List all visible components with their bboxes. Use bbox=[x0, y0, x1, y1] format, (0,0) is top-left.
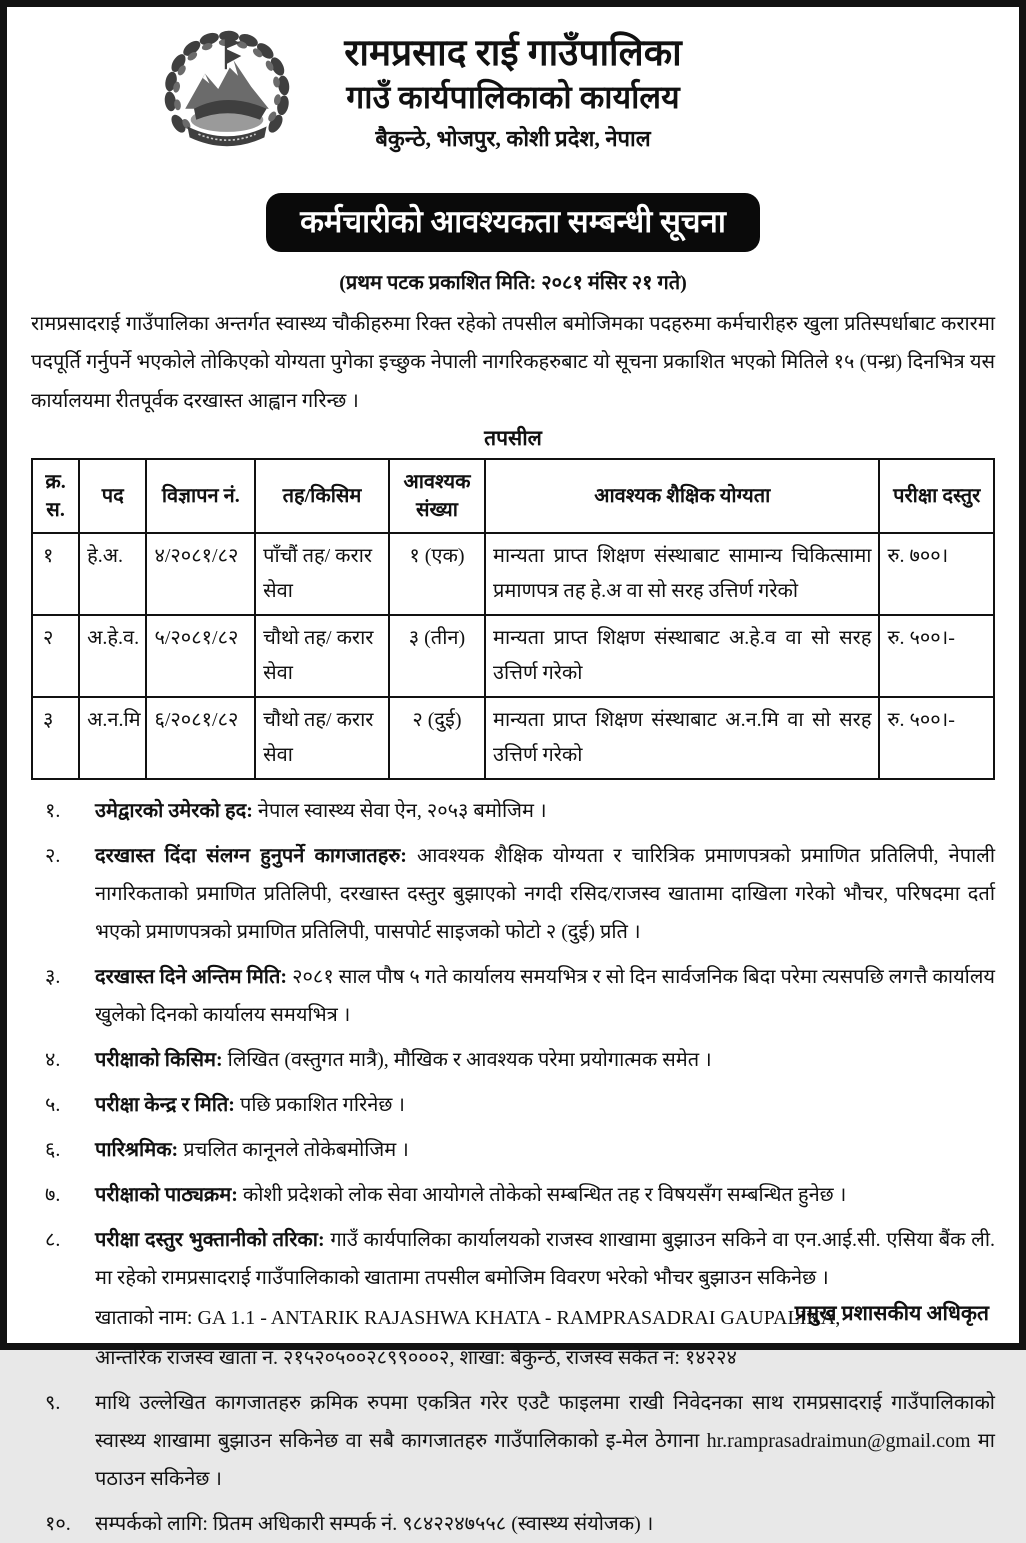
note-extra-line: खाताको नाम: GA 1.1 - ANTARIK RAJASHWA KHATA - RAMPRASADRAI GAUPALIKA, bbox=[95, 1307, 841, 1330]
column-header-0: क्र. स. bbox=[32, 459, 79, 533]
note-text: पारिश्रमिक: प्रचलित कानूनले तोकेबमोजिम । bbox=[95, 1139, 409, 1162]
table-cell: ३ bbox=[32, 697, 79, 779]
municipality-name: रामप्रसाद राई गाउँपालिका bbox=[344, 33, 682, 74]
note-item bbox=[45, 1505, 995, 1543]
table-cell: चौथो तह/ करार सेवा bbox=[255, 697, 389, 779]
note-label: दरखास्त दिने अन्तिम मिति: bbox=[95, 966, 293, 989]
note-label: परीक्षा दस्तुर भुक्तानीको तरिका: bbox=[95, 1229, 331, 1252]
table-cell: चौथो तह/ करार सेवा bbox=[255, 615, 389, 697]
note-text: परीक्षा दस्तुर भुक्तानीको तरिका: गाउँ कार्यपालिका कार्यालयको राजस्व शाखामा बुझाउन सकिने वा एन.आई.सी. एसिया बैंक ली. मा रहेको रामप्रसादराई गाउँपालिकाको खातामा तपसील बमोजिम विवरण भरेको भौचर बुझाउन सकिनेछ । खाताको नाम: GA 1.1 - ANTARIK RAJASHWA KHATA - RAMPRASADRAI GAUPALIKA, आन्तरिक राजस्व खाता नं. २१५२०५००२८९९०००२, शाखा: बैकुन्ठे, राजस्व संकेत नं: १४२२४ bbox=[95, 1221, 995, 1377]
note-number: ९. bbox=[45, 1392, 61, 1415]
publish-date-line: (प्रथम पटक प्रकाशित मिति: २०८१ मंसिर २१ गते) bbox=[339, 272, 687, 294]
table-cell: ६/२०८१/८२ bbox=[146, 697, 255, 779]
note-extra-line: आन्तरिक राजस्व खाता नं. २१५२०५००२८९९०००२, शाखा: बैकुन्ठे, राजस्व संकेत नं: १४२२४ bbox=[95, 1347, 737, 1370]
note-number: ४. bbox=[45, 1049, 61, 1072]
table-cell: २ (दुई) bbox=[389, 697, 485, 779]
table-cell: रु. ५००।- bbox=[879, 697, 994, 779]
note-label: परीक्षा केन्द्र र मिति: bbox=[95, 1094, 240, 1117]
column-header-4: आवश्यक संख्या bbox=[389, 459, 485, 533]
table-cell: मान्यता प्राप्त शिक्षण संस्थाबाट अ.न.मि वा सो सरह उत्तिर्ण गरेको bbox=[485, 697, 879, 779]
note-label: परीक्षाको पाठ्यक्रम: bbox=[95, 1184, 243, 1207]
notes-list bbox=[31, 792, 995, 1543]
office-address: बैकुन्ठे, भोजपुर, कोशी प्रदेश, नेपाल bbox=[375, 125, 651, 151]
note-number: ५. bbox=[45, 1094, 61, 1117]
column-header-5: आवश्यक शैक्षिक योग्यता bbox=[485, 459, 879, 533]
table-cell: मान्यता प्राप्त शिक्षण संस्थाबाट सामान्य चिकित्सामा प्रमाणपत्र तह हे.अ वा सो सरह उत्तिर्ण गरेको bbox=[485, 533, 879, 615]
note-item bbox=[45, 792, 995, 830]
note-number: २. bbox=[45, 845, 61, 868]
note-text: उमेद्वारको उमेरको हद: नेपाल स्वास्थ्य सेवा ऐन, २०५३ बमोजिम । bbox=[95, 800, 547, 823]
vacancy-table bbox=[31, 458, 995, 780]
note-text: दरखास्त दिंदा संलग्न हुनुपर्ने कागजातहरु: आवश्यक शैक्षिक योग्यता र चारित्रिक प्रमाणपत्रको प्रमाणित प्रतिलिपी, नेपाली नागरिकताको प्रमाणित प्रतिलिपी, दरखास्त दस्तुर बुझाएको नगदी रसिद/राजस्व खातामा दाखिला गरेको भौचर, परिषदमा दर्ता भएको प्रमाणपत्रको प्रमाणित प्रतिलिपी, पासपोर्ट साइजको फोटो २ (दुई) प्रति । bbox=[95, 845, 995, 944]
table-cell: मान्यता प्राप्त शिक्षण संस्थाबाट अ.हे.व वा सो सरह उत्तिर्ण गरेको bbox=[485, 615, 879, 697]
table-cell: ५/२०८१/८२ bbox=[146, 615, 255, 697]
note-text: माथि उल्लेखित कागजातहरु क्रमिक रुपमा एकत्रित गरेर एउटै फाइलमा राखी निवेदनका साथ रामप्रसादराई गाउँपालिकाको स्वास्थ्य शाखामा बुझाउन सकिनेछ वा सबै कागजातहरु गाउँपालिकाको इ-मेल ठेगाना hr.ramprasadraimun@gmail.com मा पठाउन सकिनेछ । bbox=[95, 1392, 995, 1491]
table-cell: १ (एक) bbox=[389, 533, 485, 615]
note-label: पारिश्रमिक: bbox=[95, 1139, 184, 1162]
table-cell: २ bbox=[32, 615, 79, 697]
note-number: ७. bbox=[45, 1184, 61, 1207]
note-text: परीक्षाको किसिम: लिखित (वस्तुगत मात्रै), मौखिक र आवश्यक परेमा प्रयोगात्मक समेत । bbox=[95, 1049, 712, 1072]
table-cell: अ.हे.व. bbox=[79, 615, 146, 697]
note-text: परीक्षाको पाठ्यक्रम: कोशी प्रदेशको लोक सेवा आयोगले तोकेको सम्बन्धित तह र विषयसँग सम्बन्धित हुनेछ । bbox=[95, 1184, 847, 1207]
table-header-row bbox=[32, 459, 994, 533]
table-row bbox=[32, 533, 994, 615]
table-body bbox=[32, 533, 994, 779]
table-cell: पाँचौं तह/ करार सेवा bbox=[255, 533, 389, 615]
table-cell: रु. ७००। bbox=[879, 533, 994, 615]
note-item bbox=[45, 837, 995, 951]
note-item bbox=[45, 1176, 995, 1214]
office-name: गाउँ कार्यपालिकाको कार्यालय bbox=[346, 79, 680, 116]
notice-title-banner: कर्मचारीको आवश्यकता सम्बन्धी सूचना bbox=[266, 193, 760, 252]
note-number: ८. bbox=[45, 1229, 61, 1252]
table-cell: रु. ५००।- bbox=[879, 615, 994, 697]
note-item bbox=[45, 1086, 995, 1124]
column-header-6: परीक्षा दस्तुर bbox=[879, 459, 994, 533]
note-text: दरखास्त दिने अन्तिम मिति: २०८१ साल पौष ५ गते कार्यालय समयभित्र र सो दिन सार्वजनिक बिदा परेमा त्यसपछि लगत्तै कार्यालय खुलेको दिनको कार्यालय समयभित्र । bbox=[95, 966, 996, 1027]
notice-banner-wrap bbox=[31, 193, 995, 252]
table-cell: ४/२०८१/८२ bbox=[146, 533, 255, 615]
note-number: ६. bbox=[45, 1139, 61, 1162]
note-item bbox=[45, 1131, 995, 1169]
note-number: १. bbox=[45, 800, 61, 823]
column-header-3: तह/किसिम bbox=[255, 459, 389, 533]
nepal-emblem-icon bbox=[161, 23, 293, 155]
table-row bbox=[32, 697, 994, 779]
note-item bbox=[45, 1384, 995, 1498]
note-item bbox=[45, 1041, 995, 1079]
table-row bbox=[32, 615, 994, 697]
note-label: उमेद्वारको उमेरको हद: bbox=[95, 800, 258, 823]
note-text: परीक्षा केन्द्र र मिति: पछि प्रकाशित गरिनेछ । bbox=[95, 1094, 405, 1117]
table-title: तपसील bbox=[484, 426, 542, 451]
signature-title: प्रमुख प्रशासकीय अधिकृत bbox=[794, 1301, 989, 1325]
note-item bbox=[45, 958, 995, 1034]
table-cell: हे.अ. bbox=[79, 533, 146, 615]
column-header-2: विज्ञापन नं. bbox=[146, 459, 255, 533]
note-text: सम्पर्कको लागि: प्रितम अधिकारी सम्पर्क नं. ९८४२२४७५५८ (स्वास्थ्य संयोजक) । bbox=[95, 1513, 654, 1536]
document-header bbox=[31, 21, 995, 181]
note-label: परीक्षाको किसिम: bbox=[95, 1049, 228, 1072]
table-cell: अ.न.मि bbox=[79, 697, 146, 779]
note-label: दरखास्त दिंदा संलग्न हुनुपर्ने कागजातहरु: bbox=[95, 845, 418, 868]
table-cell: ३ (तीन) bbox=[389, 615, 485, 697]
column-header-1: पद bbox=[79, 459, 146, 533]
note-number: १०. bbox=[45, 1513, 71, 1536]
note-number: ३. bbox=[45, 966, 61, 989]
table-cell: १ bbox=[32, 533, 79, 615]
intro-paragraph: रामप्रसादराई गाउँपालिका अन्तर्गत स्वास्थ्य चौकीहरुमा रिक्त रहेको तपसील बमोजिमका पदहरुमा कर्मचारीहरु खुला प्रतिस्पर्धाबाट करारमा पदपूर्ति गर्नुपर्ने भएकोले तोकिएको योग्यता पुगेका इच्छुक नेपाली नागरिकहरुबाट यो सूचना प्रकाशित भएको मितिले १५ (पन्ध्र) दिनभित्र यस कार्यालयमा रीतपूर्वक दरखास्त आह्वान गरिन्छ । bbox=[31, 313, 995, 412]
